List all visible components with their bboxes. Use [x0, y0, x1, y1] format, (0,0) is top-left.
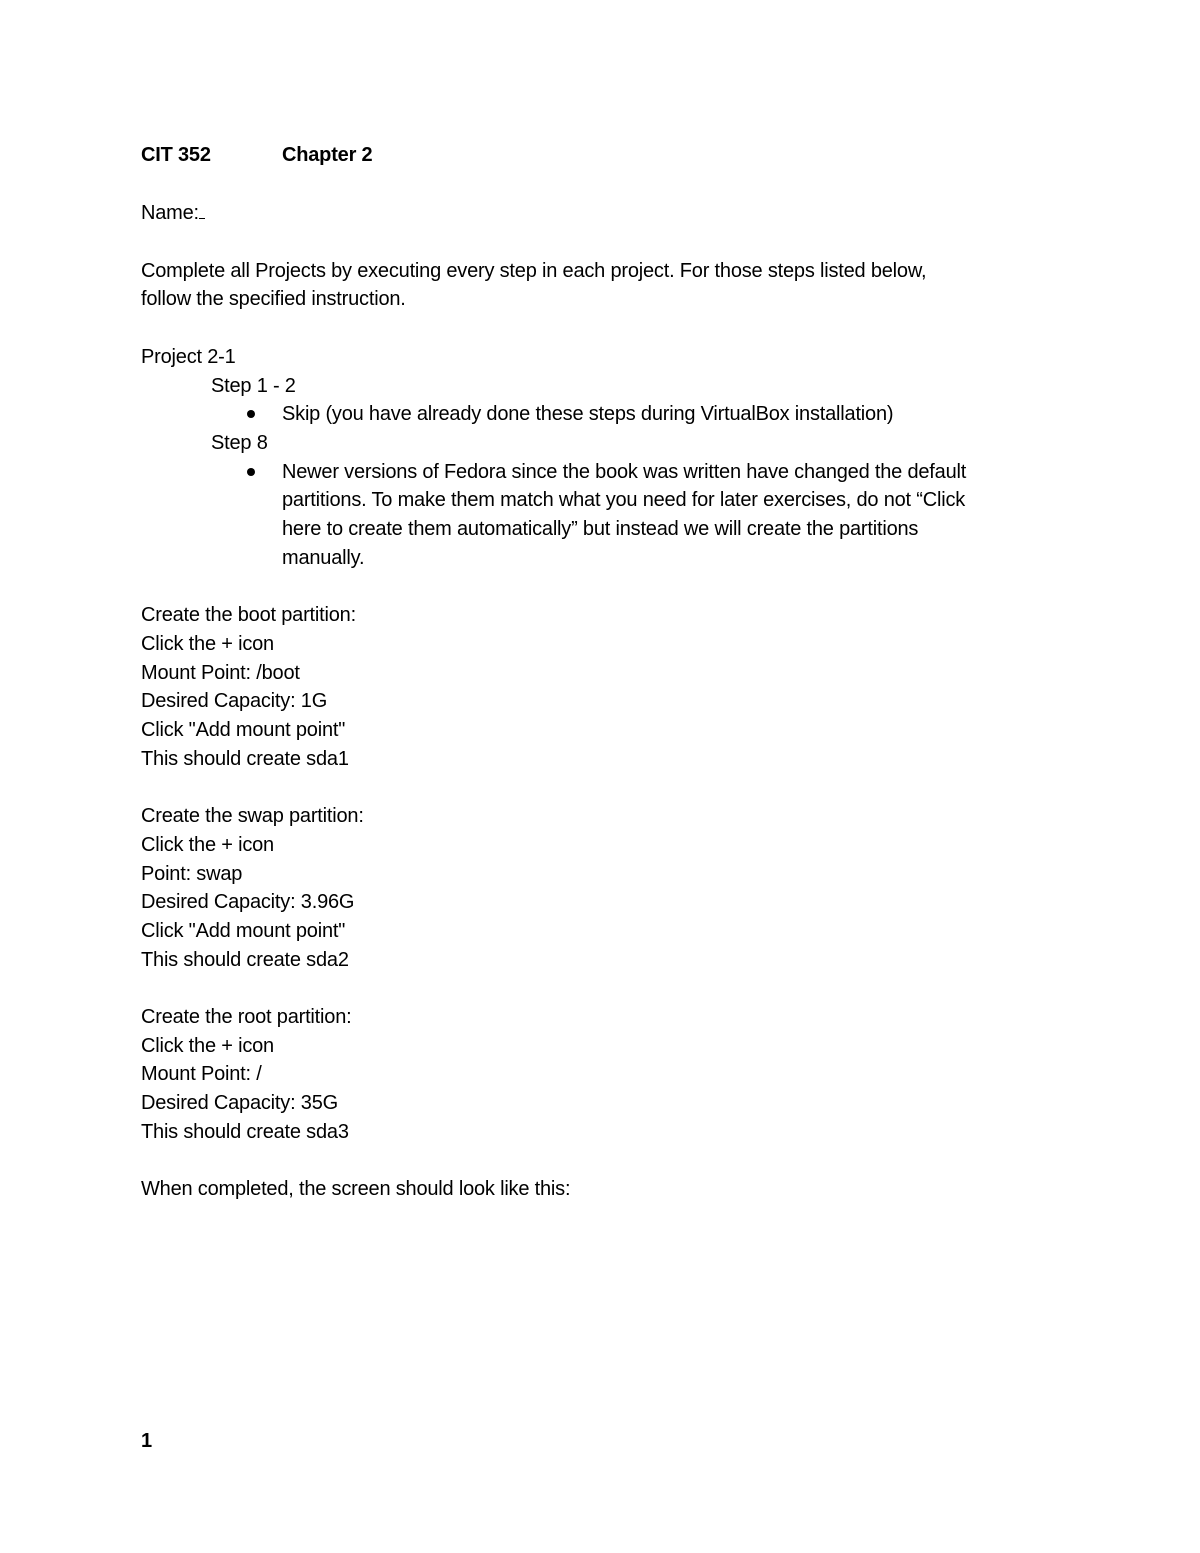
step-label: Step 8: [211, 431, 268, 454]
instruction-line: Create the swap partition:: [141, 805, 364, 828]
closing-line: When completed, the screen should look like this:: [141, 1178, 571, 1201]
spacer: [141, 573, 1051, 602]
spacer: [141, 170, 1051, 199]
bullet-line: Newer versions of Fedora since the book was written have changed the default: [282, 460, 967, 483]
instruction-line: Desired Capacity: 3.96G: [141, 891, 355, 914]
root-partition-section: [141, 1003, 1051, 1147]
bullet-line: Skip (you have already done these steps during VirtualBox installation): [282, 403, 894, 426]
boot-partition-section: [141, 601, 1051, 773]
bullet-line: here to create them automatically” but instead we will create the partitions: [282, 518, 919, 541]
course-code: CIT 352: [141, 144, 211, 166]
intro-line-2: follow the specified instruction.: [141, 288, 406, 311]
instruction-line: Create the root partition:: [141, 1006, 352, 1028]
instruction-line: Click "Add mount point": [141, 719, 346, 741]
document-body: [141, 141, 1051, 1204]
spacer: [141, 1147, 1051, 1176]
instruction-line: Desired Capacity: 35G: [141, 1092, 339, 1115]
bullet-line: manually.: [282, 546, 365, 569]
intro-line-1: Complete all Projects by executing every step in each project. For those steps listed below,: [141, 259, 927, 282]
name-blank: [199, 198, 205, 219]
instruction-line: Desired Capacity: 1G: [141, 690, 328, 713]
document-header: [141, 141, 1051, 170]
bullet-item: [141, 400, 1051, 429]
chapter-title: Chapter 2: [282, 144, 373, 166]
instruction-line: Click the + icon: [141, 1034, 274, 1057]
instruction-line: Mount Point: /boot: [141, 661, 300, 684]
name-label: Name:: [141, 202, 199, 225]
instruction-line: This should create sda1: [141, 747, 349, 770]
bullet-item: [141, 458, 1051, 573]
instruction-line: This should create sda2: [141, 948, 349, 971]
spacer: [141, 974, 1051, 1003]
name-line: [141, 198, 1051, 228]
project-title: Project 2-1: [141, 345, 236, 368]
bullet-icon: [247, 468, 255, 476]
instruction-line: Click the + icon: [141, 632, 274, 655]
step-label: Step 1 - 2: [211, 374, 296, 397]
swap-partition-section: [141, 802, 1051, 974]
instruction-line: Point: swap: [141, 862, 243, 885]
page-number: 1: [141, 1430, 153, 1452]
spacer: [141, 228, 1051, 257]
bullet-line: partitions. To make them match what you need for later exercises, do not “Click: [282, 489, 966, 512]
bullet-icon: [247, 410, 255, 418]
spacer: [141, 773, 1051, 802]
instruction-line: Mount Point: /: [141, 1063, 262, 1086]
instruction-line: Create the boot partition:: [141, 604, 356, 627]
instruction-line: This should create sda3: [141, 1120, 349, 1143]
instruction-line: Click "Add mount point": [141, 919, 346, 942]
instruction-line: Click the + icon: [141, 833, 274, 856]
spacer: [141, 314, 1051, 343]
